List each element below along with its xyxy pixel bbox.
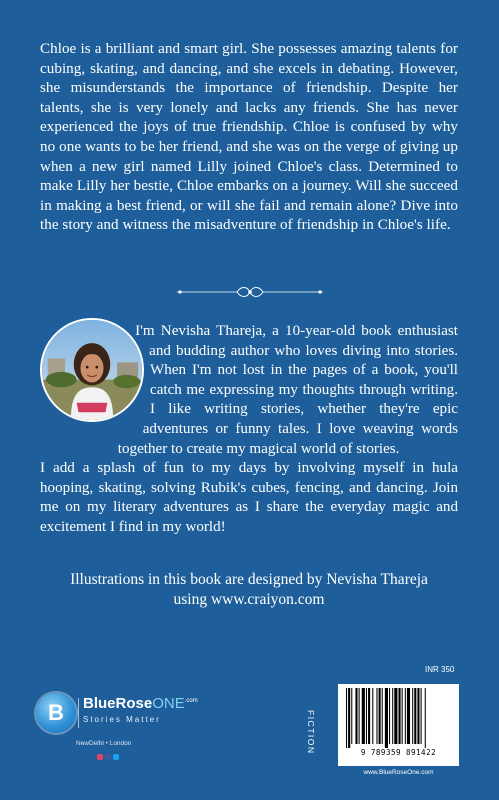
- isbn-barcode: [338, 684, 459, 766]
- credits-line-1: Illustrations in this book are designed by Nevisha Thareja: [70, 571, 428, 588]
- author-bio-paragraph-1: I'm Nevisha Thareja, a 10-year-old book enthusiast and budding author who loves diving into stories. When I'm not lost in the pages of a book, you'll catch me expressing my thoughts through writing. I like writing stories, whether they're epic adventures or funny tales. I love weaving words together to create my magical world of stories.: [117, 323, 458, 457]
- publisher-tagline: Stories Matter: [83, 715, 161, 724]
- publisher-logo: [36, 693, 206, 769]
- genre-label: FICTION: [306, 710, 316, 755]
- instagram-icon: [97, 754, 103, 760]
- logo-separator: [78, 698, 79, 728]
- social-icons: [97, 754, 119, 760]
- ornamental-divider: [175, 284, 325, 300]
- isbn-number: 9 789359 891422: [360, 748, 437, 757]
- publisher-brand-suffix: ONE: [152, 695, 185, 712]
- price-label: INR 350: [425, 665, 455, 674]
- bluerose-logo-icon: [36, 693, 76, 733]
- author-bio: [40, 322, 458, 538]
- photo-wrap-space: [40, 322, 150, 448]
- barcode-bars: [344, 688, 453, 748]
- twitter-icon: [113, 754, 119, 760]
- logo-mark-letter: B: [48, 700, 64, 725]
- publisher-superscript: .com: [184, 698, 198, 704]
- book-blurb: Chloe is a brilliant and smart girl. She possesses amazing talents for cubing, skating, and dancing, and she excels in debating. However, she misunderstands the importance of friendship. Despite her talents, she is very lonely and lacks any friends. She has never experienced the joys of true friendship. Chloe is confused by why no one wants to be her friend, and she was on the verge of giving up when a new girl named Lilly joined Chloe's class. Determined to make Lilly her bestie, Chloe embarks on a journey. Will she succeed in making a best friend, or will she fail and remain alone? Dive into the story and witness the misadventure of friendship in Chloe's life.: [40, 41, 458, 234]
- publisher-brand: BlueRose: [83, 695, 153, 712]
- credits-line-2: using www.craiyon.com: [173, 591, 325, 608]
- publisher-website: www.BlueRoseOne.com: [363, 769, 434, 776]
- publisher-locations: NewDelhi • London: [76, 740, 132, 747]
- author-bio-paragraph-2: I add a splash of fun to my days by involving myself in hula hooping, skating, solving Rubik's cubes, fencing, and dancing. Join me on my literary adventures as I share the everyday magic and excitement I find in my world!: [40, 460, 458, 535]
- publisher-name: [83, 695, 198, 712]
- illustration-credits: [40, 570, 458, 610]
- facebook-icon: [105, 754, 111, 760]
